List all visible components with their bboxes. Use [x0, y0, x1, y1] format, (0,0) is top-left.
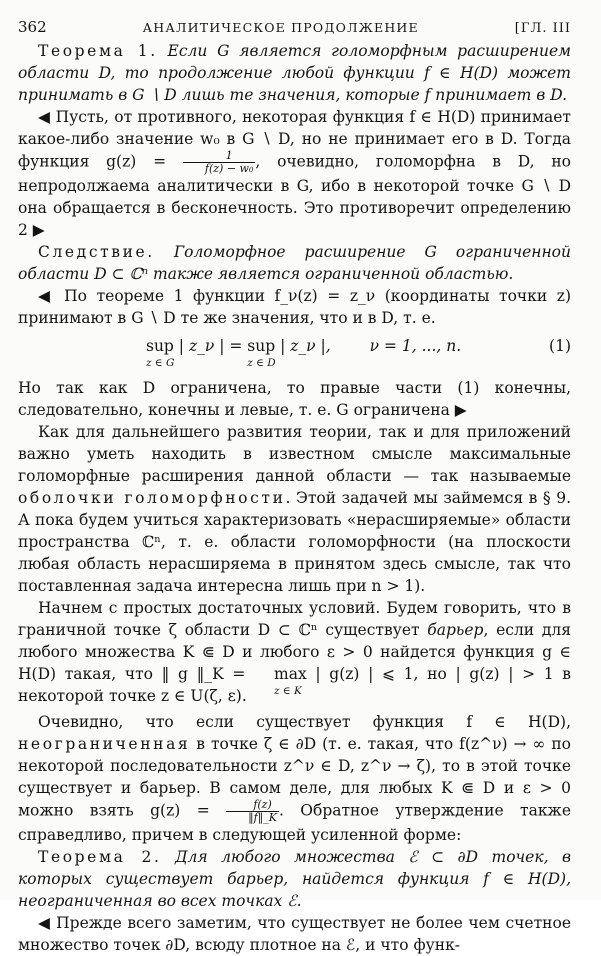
para-obvious — [18, 711, 571, 846]
fraction-fnorm-numerator: f(z) — [226, 799, 279, 812]
proof-3-text: ◀ Прежде всего заметим, что существует не более чем счетное множество точек ∂D, всюду плотное на ℰ, и что функ- — [18, 914, 571, 954]
proof-1-text-before: ◀ Пусть, от противного, некоторая функция f ∈ H(D) принимает какое-либо значение w₀ в G ∖ D, но не принимает его в D. Тогда функция g(z) = — [18, 108, 571, 171]
para-obvious-mid: в точке ζ ∈ ∂D (т. е. такая, что f(z^ν) → ∞ по некоторой последовательности z^ν ∈ D, z^ν → ζ), то в этой точке существует и барьер. В самом деле, для любых K ⋐ D и ε > 0 можно взять g(z) = — [18, 735, 572, 820]
sup-right — [247, 335, 276, 369]
max-operator — [254, 663, 307, 697]
fraction-fnorm-denominator: ‖f‖_K — [248, 811, 277, 824]
corollary-label: Следствие. — [38, 243, 155, 261]
fraction-g-numerator: 1 — [183, 150, 256, 163]
sup-right-word: sup — [247, 337, 276, 355]
para-development-end: . Этой задачей мы займемся в § 9. А пока будем учиться характеризовать «нерасширяемые» области пространства ℂⁿ, т. е. области голоморфности (на плоскости любая область нерасширяема в принятом здесь смысле, так что поставленная задача интересна лишь при n > 1). — [18, 489, 571, 595]
proof-1 — [18, 106, 571, 241]
proof-2 — [18, 285, 571, 329]
para-obvious-end: . Обратное утверждение также справедливо, причем в следующей усиленной форме: — [18, 801, 571, 844]
fraction-fnorm — [226, 799, 279, 824]
formula-1 — [18, 331, 571, 375]
theorem-2-label: Теорема 2. — [38, 848, 162, 866]
sup-left — [146, 335, 175, 369]
para-development — [18, 421, 571, 597]
proof-1-text-after: , очевидно, голоморфна в D, но непродолжаема аналитически в G, ибо в некоторой точке G ∖ D она обращается в бесконечность. Это противоречит определению 2 ▶ — [18, 152, 572, 239]
proof-2-text: ◀ По теореме 1 функции f_ν(z) = z_ν (координаты точки z) принимают в G ∖ D те же значения, что и в D, т. е. — [18, 287, 571, 327]
theorem-1-label: Теорема 1. — [38, 42, 158, 60]
formula-1-expression — [146, 335, 462, 369]
formula-1-number: (1) — [549, 337, 571, 355]
max-word: max — [274, 665, 307, 683]
sup-left-limit: z ∈ G — [146, 357, 175, 369]
running-header — [18, 16, 571, 38]
para-development-start: Как для дальнейшего развития теории, так и для приложений важно уметь находить в известном смысле максимальные голоморфные расширения данной области — так называемые — [18, 423, 571, 485]
formula-1-range: ν = 1, ..., n. — [369, 337, 462, 355]
para-barrier-end: | g(z) | ⩽ 1, но | g(z) | > 1 в некоторой точке z ∈ U(ζ, ε). — [18, 665, 571, 705]
hull-term: оболочки голоморфности — [18, 489, 286, 507]
para-obvious-start: Очевидно, что если существует функция f ∈ H(D), — [38, 713, 571, 731]
proof-3 — [18, 912, 571, 956]
para-barrier — [18, 597, 571, 707]
theorem-1-statement: Если G является голоморфным расширением области D, то продолжение любой функции f ∈ H(D) может принимать в G ∖ D лишь те значения, которые f принимает в D. — [18, 42, 571, 104]
fraction-g — [183, 150, 256, 175]
sup-right-body: | z_ν |, — [280, 337, 331, 355]
max-limit: z ∈ K — [274, 685, 302, 697]
corollary-statement: Голоморфное расширение G ограниченной области D ⊂ ℂⁿ также является ограниченной областью. — [18, 243, 571, 283]
after-formula — [18, 377, 571, 421]
para-barrier-mid: , если для любого множества K ⋐ D и любого ε > 0 найдется функция g ∈ H(D) такая, что ‖ g ‖_K = — [18, 621, 572, 683]
sup-left-body: | z_ν | = — [178, 337, 243, 355]
theorem-1 — [18, 40, 571, 106]
sup-right-limit: z ∈ D — [247, 357, 276, 369]
sup-left-word: sup — [146, 337, 174, 355]
corollary — [18, 241, 571, 285]
para-barrier-start: Начнем с простых достаточных условий. Будем говорить, что в граничной точке ζ области D ⊂ ℂⁿ существует — [18, 599, 571, 639]
barrier-term: барьер — [427, 621, 484, 639]
running-title: АНАЛИТИЧЕСКОЕ ПРОДОЛЖЕНИЕ — [142, 20, 419, 35]
fraction-g-denominator: f(z) − w₀ — [204, 162, 254, 175]
page-number: 362 — [18, 18, 47, 36]
unbounded-term: неограниченная — [18, 735, 191, 753]
chapter-label: [ГЛ. III — [514, 21, 571, 36]
after-formula-text: Но так как D ограничена, то правые части (1) конечны, следовательно, конечны и левые, т. е. G ограничена ▶ — [18, 379, 571, 419]
theorem-2 — [18, 846, 571, 912]
theorem-2-statement: Для любого множества ℰ ⊂ ∂D точек, в которых существует барьер, найдется функция f ∈ H(D), неограниченная во всех точках ℰ. — [18, 848, 571, 910]
